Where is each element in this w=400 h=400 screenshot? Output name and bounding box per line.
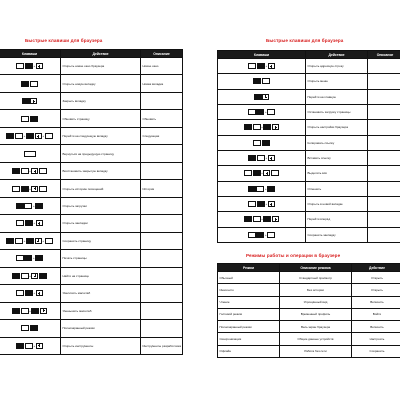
keyboard-key-icon bbox=[23, 133, 34, 139]
key-combination bbox=[0, 92, 61, 109]
left-header-0: Клавиши bbox=[0, 50, 61, 58]
plus-sign: + bbox=[23, 238, 26, 243]
plus-sign: + bbox=[265, 156, 268, 161]
right-header-2: Описание bbox=[368, 51, 400, 59]
description-cell: История bbox=[141, 180, 183, 197]
mode-desc-cell: Работа без сети bbox=[280, 345, 352, 357]
key-combination bbox=[218, 59, 306, 74]
keyboard-key-icon bbox=[45, 133, 53, 139]
plus-sign: + bbox=[42, 238, 45, 243]
action-cell: Вернуться на предыдущую страницу bbox=[61, 145, 141, 162]
mode-act-cell: Настроить bbox=[352, 333, 400, 345]
keyboard-key-icon bbox=[30, 81, 38, 87]
table-row bbox=[218, 321, 400, 333]
key-combination bbox=[0, 127, 61, 144]
plus-sign: + bbox=[265, 202, 268, 207]
table-row bbox=[218, 120, 400, 135]
action-cell: Полноэкранный режим bbox=[61, 320, 141, 337]
description-cell bbox=[368, 227, 400, 242]
plus-sign: + bbox=[33, 203, 35, 208]
action-cell: Перейти на следующую вкладку bbox=[61, 127, 141, 144]
keyboard-key-icon bbox=[30, 116, 38, 122]
mode-mode-cell: Чтение bbox=[218, 296, 280, 308]
keyboard-key-icon bbox=[25, 343, 33, 349]
action-cell: Обновить страницу bbox=[61, 110, 141, 127]
table-row bbox=[0, 127, 183, 144]
keyboard-key-icon bbox=[30, 325, 38, 331]
keyboard-key-icon bbox=[248, 155, 256, 161]
keyboard-key-icon bbox=[24, 151, 36, 157]
description-cell bbox=[368, 150, 400, 165]
keyboard-key-icon bbox=[248, 63, 256, 69]
action-cell: Закрыть вкладку bbox=[61, 92, 141, 109]
plus-sign: + bbox=[265, 110, 267, 115]
keyboard-key-icon bbox=[21, 81, 29, 87]
table-row bbox=[218, 181, 400, 196]
table-row bbox=[0, 145, 183, 162]
description-cell bbox=[141, 250, 183, 267]
description-cell bbox=[368, 59, 400, 74]
keyboard-key-icon bbox=[30, 98, 37, 104]
plus-sign: + bbox=[33, 64, 36, 69]
key-combination bbox=[0, 320, 61, 337]
keyboard-key-icon bbox=[25, 220, 33, 226]
table-row bbox=[0, 337, 183, 355]
keyboard-key-icon bbox=[244, 170, 252, 176]
description-cell bbox=[368, 120, 400, 135]
keyboard-key-icon bbox=[244, 216, 252, 222]
table-row bbox=[218, 135, 400, 150]
keyboard-key-icon bbox=[248, 186, 256, 192]
keyboard-key-icon bbox=[256, 232, 264, 238]
keyboard-key-icon bbox=[21, 168, 29, 174]
keyboard-key-icon bbox=[35, 255, 43, 261]
mode-desc-cell: Стандартный просмотр bbox=[280, 272, 352, 284]
description-cell: Инструменты разработчика bbox=[141, 337, 183, 355]
keyboard-key-icon bbox=[263, 124, 271, 130]
key-combination bbox=[0, 285, 61, 302]
keyboard-key-icon bbox=[39, 168, 47, 174]
key-combination bbox=[218, 89, 306, 104]
keyboard-key-icon bbox=[31, 273, 38, 279]
keyboard-key-icon bbox=[25, 290, 33, 296]
table-row bbox=[218, 59, 400, 74]
table-row bbox=[0, 320, 183, 337]
keyboard-key-icon bbox=[22, 98, 30, 104]
description-cell bbox=[141, 215, 183, 232]
description-cell bbox=[141, 145, 183, 162]
description-cell bbox=[141, 232, 183, 249]
plus-sign: + bbox=[33, 221, 36, 226]
keyboard-key-icon bbox=[6, 133, 14, 139]
keyboard-key-icon bbox=[16, 63, 24, 69]
keyboard-key-icon bbox=[244, 124, 252, 130]
right-header-0: Клавиши bbox=[218, 51, 306, 59]
plus-sign: + bbox=[33, 343, 36, 348]
description-cell bbox=[368, 104, 400, 119]
keyboard-key-icon bbox=[16, 255, 24, 261]
keyboard-key-icon bbox=[265, 155, 275, 161]
keyboard-key-icon bbox=[33, 343, 43, 349]
mode-desc-cell: Весь экран браузера bbox=[280, 321, 352, 333]
keyboard-key-icon bbox=[35, 238, 45, 244]
mode-desc-cell: Упрощённый вид bbox=[280, 296, 352, 308]
keyboard-key-icon bbox=[257, 63, 265, 69]
action-cell: Перейти на главную bbox=[306, 89, 368, 104]
keyboard-key-icon bbox=[33, 63, 43, 69]
plus-sign: + bbox=[265, 232, 267, 237]
plus-sign: + bbox=[33, 256, 35, 261]
keyboard-key-icon bbox=[265, 201, 275, 207]
table-row bbox=[218, 272, 400, 284]
key-combination bbox=[0, 145, 61, 162]
keyboard-key-icon bbox=[267, 232, 275, 238]
description-cell bbox=[141, 92, 183, 109]
key-combination bbox=[218, 104, 306, 119]
keyboard-key-icon bbox=[33, 220, 43, 226]
action-cell: Сохранить страницу bbox=[61, 232, 141, 249]
action-cell: Уменьшить масштаб bbox=[61, 302, 141, 319]
mode-act-cell: Войти bbox=[352, 308, 400, 320]
keyboard-key-icon bbox=[31, 186, 38, 192]
description-cell: Новое окно bbox=[141, 58, 183, 75]
mode-mode-cell: Гостевой режим bbox=[218, 308, 280, 320]
keyboard-key-icon bbox=[253, 170, 261, 176]
keyboard-key-icon bbox=[253, 124, 261, 130]
keyboard-key-icon bbox=[262, 94, 269, 100]
key-combination bbox=[0, 250, 61, 267]
mode-act-cell: Открыть bbox=[352, 284, 400, 296]
action-cell: Открыть настройки браузера bbox=[306, 120, 368, 135]
mode-mode-cell: Синхронизация bbox=[218, 333, 280, 345]
action-cell: Найти на странице bbox=[61, 267, 141, 284]
keyboard-key-icon bbox=[40, 308, 47, 314]
keyboard-key-icon bbox=[248, 232, 256, 238]
mode-desc-cell: Временный профиль bbox=[280, 308, 352, 320]
keyboard-key-icon bbox=[23, 238, 34, 244]
key-combination bbox=[0, 180, 61, 197]
bottom-header-2: Действие bbox=[352, 264, 400, 272]
action-cell: Увеличить масштаб bbox=[61, 285, 141, 302]
action-cell: Восстановить закрытую вкладку bbox=[61, 162, 141, 179]
keyboard-key-icon bbox=[39, 186, 47, 192]
key-combination bbox=[218, 181, 306, 196]
table-row bbox=[0, 232, 183, 249]
left-shortcuts-table bbox=[0, 49, 183, 355]
description-cell bbox=[141, 162, 183, 179]
description-cell bbox=[141, 320, 183, 337]
action-cell: Открыть новую вкладку bbox=[61, 75, 141, 92]
keyboard-key-icon bbox=[25, 63, 33, 69]
keyboard-key-icon bbox=[256, 186, 264, 192]
plus-sign: + bbox=[265, 64, 268, 69]
mode-desc-cell: Общие данные устройств bbox=[280, 333, 352, 345]
key-combination bbox=[218, 120, 306, 135]
keyboard-key-icon bbox=[257, 201, 265, 207]
action-cell: Перейти вперёд bbox=[306, 212, 368, 227]
description-cell bbox=[141, 197, 183, 214]
right-title: Быстрые клавиши для браузера bbox=[266, 38, 344, 43]
key-combination bbox=[218, 135, 306, 150]
table-row bbox=[0, 197, 183, 214]
key-combination bbox=[0, 58, 61, 75]
keyboard-key-icon bbox=[24, 203, 32, 209]
action-cell: Открыть историю посещений bbox=[61, 180, 141, 197]
key-combination bbox=[218, 212, 306, 227]
keyboard-key-icon bbox=[262, 140, 270, 146]
right-shortcuts-table bbox=[217, 50, 400, 243]
plus-sign: + bbox=[29, 273, 31, 278]
keyboard-key-icon bbox=[24, 255, 32, 261]
table-row bbox=[0, 250, 183, 267]
keyboard-key-icon bbox=[12, 186, 20, 192]
left-title: Быстрые клавиши для браузера bbox=[25, 38, 103, 43]
table-row bbox=[0, 302, 183, 319]
table-row bbox=[0, 285, 183, 302]
keyboard-key-icon bbox=[267, 186, 275, 192]
table-row bbox=[0, 75, 183, 92]
key-combination bbox=[0, 302, 61, 319]
keyboard-key-icon bbox=[6, 238, 14, 244]
table-row bbox=[218, 104, 400, 119]
action-cell: Открыть меню bbox=[306, 74, 368, 89]
plus-sign: + bbox=[261, 125, 263, 130]
keyboard-key-icon bbox=[31, 308, 39, 314]
keyboard-key-icon bbox=[265, 63, 275, 69]
table-row bbox=[218, 74, 400, 89]
keyboard-key-icon bbox=[253, 78, 261, 84]
keyboard-key-icon bbox=[262, 78, 270, 84]
key-combination bbox=[0, 337, 61, 355]
mode-mode-cell: Обычный bbox=[218, 272, 280, 284]
plus-sign: + bbox=[29, 308, 31, 313]
plus-sign: + bbox=[42, 134, 45, 139]
mode-mode-cell: Офлайн bbox=[218, 345, 280, 357]
keyboard-key-icon bbox=[267, 109, 275, 115]
bottom-header-0: Режим bbox=[218, 264, 280, 272]
keyboard-key-icon bbox=[21, 325, 29, 331]
action-cell: Копировать ссылку bbox=[306, 135, 368, 150]
key-combination bbox=[218, 150, 306, 165]
mode-desc-cell: Без истории bbox=[280, 284, 352, 296]
key-combination bbox=[0, 215, 61, 232]
key-combination bbox=[0, 75, 61, 92]
description-cell bbox=[368, 212, 400, 227]
keyboard-key-icon bbox=[263, 170, 270, 176]
key-combination bbox=[218, 196, 306, 211]
plus-sign: + bbox=[29, 169, 31, 174]
action-cell: Вставить ссылку bbox=[306, 150, 368, 165]
description-cell bbox=[141, 285, 183, 302]
keyboard-key-icon bbox=[45, 238, 53, 244]
table-row bbox=[0, 92, 183, 109]
key-combination bbox=[0, 162, 61, 179]
table-row bbox=[0, 110, 183, 127]
key-combination bbox=[218, 166, 306, 181]
mode-act-cell: Открыть bbox=[352, 272, 400, 284]
keyboard-key-icon bbox=[16, 220, 24, 226]
action-cell: Выделить всё bbox=[306, 166, 368, 181]
mode-mode-cell: Инкогнито bbox=[218, 284, 280, 296]
key-combination bbox=[0, 197, 61, 214]
action-cell: Открыть загрузки bbox=[61, 197, 141, 214]
action-cell: Остановить загрузку страницы bbox=[306, 104, 368, 119]
keyboard-key-icon bbox=[248, 109, 256, 115]
keyboard-key-icon bbox=[263, 216, 271, 222]
key-combination bbox=[0, 110, 61, 127]
plus-sign: + bbox=[261, 217, 263, 222]
mode-mode-cell: Полноэкранный режим bbox=[218, 321, 280, 333]
keyboard-key-icon bbox=[12, 273, 20, 279]
table-row bbox=[0, 215, 183, 232]
keyboard-key-icon bbox=[35, 133, 45, 139]
description-cell: Новая вкладка bbox=[141, 75, 183, 92]
key-combination bbox=[0, 267, 61, 284]
table-row bbox=[218, 227, 400, 242]
keyboard-key-icon bbox=[271, 170, 279, 176]
keyboard-key-icon bbox=[254, 94, 262, 100]
table-row bbox=[218, 196, 400, 211]
keyboard-key-icon bbox=[253, 216, 261, 222]
action-cell: Открыть инструменты bbox=[61, 337, 141, 355]
description-cell bbox=[368, 166, 400, 181]
plus-sign: + bbox=[261, 171, 263, 176]
keyboard-key-icon bbox=[16, 290, 24, 296]
table-row bbox=[218, 296, 400, 308]
table-row bbox=[218, 89, 400, 104]
table-row bbox=[0, 162, 183, 179]
keyboard-key-icon bbox=[21, 186, 29, 192]
table-row bbox=[0, 58, 183, 75]
key-combination bbox=[218, 74, 306, 89]
left-header-2: Описание bbox=[141, 50, 183, 58]
keyboard-key-icon bbox=[31, 168, 38, 174]
key-combination bbox=[0, 232, 61, 249]
table-row bbox=[0, 267, 183, 284]
action-cell: Отменить bbox=[306, 181, 368, 196]
table-row bbox=[218, 166, 400, 181]
key-combination bbox=[218, 227, 306, 242]
mode-act-cell: Включить bbox=[352, 296, 400, 308]
keyboard-key-icon bbox=[16, 203, 24, 209]
table-row bbox=[218, 308, 400, 320]
description-cell bbox=[141, 267, 183, 284]
action-cell: Открыть в новой вкладке bbox=[306, 196, 368, 211]
table-row bbox=[0, 180, 183, 197]
plus-sign: + bbox=[265, 186, 267, 191]
plus-sign: + bbox=[33, 291, 36, 296]
bottom-header-1: Описание режима bbox=[280, 264, 352, 272]
right-header-1: Действие bbox=[306, 51, 368, 59]
plus-sign: + bbox=[23, 134, 26, 139]
description-cell: Следующая bbox=[141, 127, 183, 144]
table-row bbox=[218, 345, 400, 357]
mode-act-cell: Сохранить bbox=[352, 345, 400, 357]
plus-sign: + bbox=[29, 186, 31, 191]
keyboard-key-icon bbox=[39, 273, 47, 279]
description-cell bbox=[368, 74, 400, 89]
keyboard-key-icon bbox=[35, 203, 43, 209]
keyboard-key-icon bbox=[15, 238, 23, 244]
description-cell bbox=[368, 181, 400, 196]
keyboard-key-icon bbox=[21, 273, 29, 279]
keyboard-key-icon bbox=[21, 116, 29, 122]
keyboard-key-icon bbox=[21, 308, 29, 314]
description-cell bbox=[368, 135, 400, 150]
keyboard-key-icon bbox=[272, 124, 279, 130]
description-cell bbox=[141, 302, 183, 319]
keyboard-key-icon bbox=[272, 216, 279, 222]
action-cell: Открыть закладки bbox=[61, 215, 141, 232]
keyboard-key-icon bbox=[253, 140, 261, 146]
action-cell: Открыть новое окно браузера bbox=[61, 58, 141, 75]
table-row bbox=[218, 284, 400, 296]
keyboard-key-icon bbox=[256, 109, 264, 115]
action-cell: Сохранить закладку bbox=[306, 227, 368, 242]
table-row bbox=[218, 333, 400, 345]
keyboard-key-icon bbox=[16, 343, 24, 349]
bottom-title: Режимы работы и операции в браузере bbox=[246, 253, 341, 258]
action-cell: Печать страницы bbox=[61, 250, 141, 267]
left-header-1: Действие bbox=[61, 50, 141, 58]
keyboard-key-icon bbox=[257, 155, 265, 161]
description-cell: Обновить bbox=[141, 110, 183, 127]
keyboard-key-icon bbox=[12, 168, 20, 174]
keyboard-key-icon bbox=[12, 308, 20, 314]
keyboard-key-icon bbox=[248, 201, 256, 207]
keyboard-key-icon bbox=[15, 133, 23, 139]
modes-table bbox=[217, 263, 400, 358]
description-cell bbox=[368, 89, 400, 104]
action-cell: Открыть адресную строку bbox=[306, 59, 368, 74]
table-row bbox=[218, 150, 400, 165]
keyboard-key-icon bbox=[33, 290, 43, 296]
table-row bbox=[218, 212, 400, 227]
mode-act-cell: Включить bbox=[352, 321, 400, 333]
description-cell bbox=[368, 196, 400, 211]
